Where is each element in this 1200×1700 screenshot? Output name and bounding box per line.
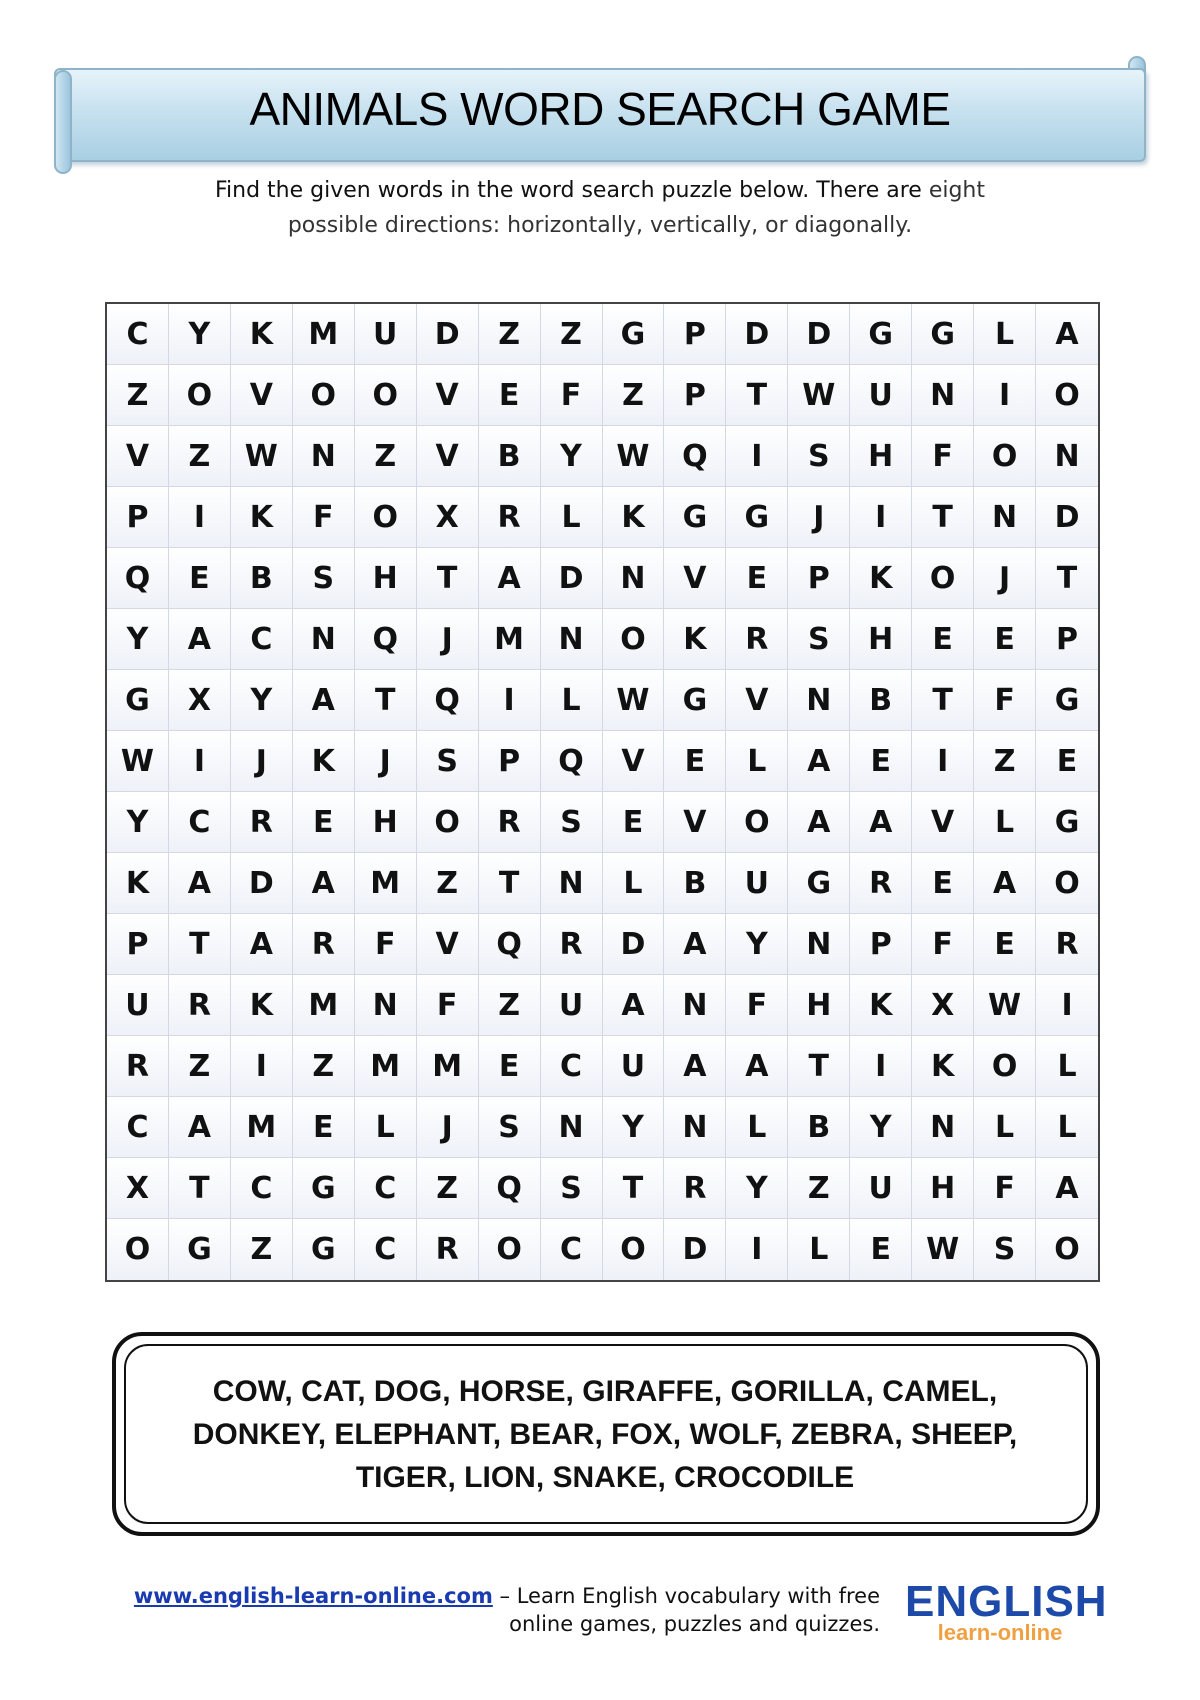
grid-cell[interactable]: W bbox=[231, 426, 293, 487]
grid-cell[interactable]: V bbox=[417, 365, 479, 426]
grid-cell[interactable]: R bbox=[1036, 914, 1098, 975]
grid-cell[interactable]: O bbox=[974, 1036, 1036, 1097]
grid-cell[interactable]: Z bbox=[479, 975, 541, 1036]
grid-cell[interactable]: T bbox=[912, 670, 974, 731]
grid-cell[interactable]: R bbox=[293, 914, 355, 975]
grid-cell[interactable]: S bbox=[541, 1158, 603, 1219]
grid-cell[interactable]: A bbox=[231, 914, 293, 975]
grid-cell[interactable]: C bbox=[541, 1036, 603, 1097]
grid-cell[interactable]: T bbox=[603, 1158, 665, 1219]
grid-cell[interactable]: T bbox=[417, 548, 479, 609]
grid-cell[interactable]: K bbox=[231, 304, 293, 365]
grid-cell[interactable]: K bbox=[231, 487, 293, 548]
grid-cell[interactable]: F bbox=[726, 975, 788, 1036]
grid-cell[interactable]: P bbox=[107, 487, 169, 548]
grid-cell[interactable]: C bbox=[231, 1158, 293, 1219]
grid-cell[interactable]: R bbox=[107, 1036, 169, 1097]
grid-cell[interactable]: A bbox=[664, 1036, 726, 1097]
grid-cell[interactable]: D bbox=[664, 1219, 726, 1280]
grid-cell[interactable]: I bbox=[850, 487, 912, 548]
grid-cell[interactable]: U bbox=[541, 975, 603, 1036]
grid-cell[interactable]: I bbox=[912, 731, 974, 792]
grid-cell[interactable]: U bbox=[355, 304, 417, 365]
grid-cell[interactable]: E bbox=[293, 1097, 355, 1158]
grid-cell[interactable]: Z bbox=[169, 1036, 231, 1097]
grid-cell[interactable]: W bbox=[603, 426, 665, 487]
grid-cell[interactable]: A bbox=[479, 548, 541, 609]
grid-cell[interactable]: O bbox=[355, 365, 417, 426]
grid-cell[interactable]: T bbox=[788, 1036, 850, 1097]
grid-cell[interactable]: N bbox=[788, 914, 850, 975]
grid-cell[interactable]: Q bbox=[479, 914, 541, 975]
grid-cell[interactable]: B bbox=[231, 548, 293, 609]
grid-cell[interactable]: Q bbox=[541, 731, 603, 792]
grid-cell[interactable]: D bbox=[1036, 487, 1098, 548]
grid-cell[interactable]: A bbox=[726, 1036, 788, 1097]
grid-cell[interactable]: T bbox=[169, 1158, 231, 1219]
grid-cell[interactable]: Y bbox=[169, 304, 231, 365]
grid-cell[interactable]: E bbox=[664, 731, 726, 792]
grid-cell[interactable]: J bbox=[231, 731, 293, 792]
grid-cell[interactable]: K bbox=[850, 548, 912, 609]
grid-cell[interactable]: C bbox=[107, 304, 169, 365]
grid-cell[interactable]: O bbox=[1036, 365, 1098, 426]
grid-cell[interactable]: Q bbox=[107, 548, 169, 609]
grid-cell[interactable]: O bbox=[1036, 1219, 1098, 1280]
grid-cell[interactable]: E bbox=[479, 1036, 541, 1097]
grid-cell[interactable]: Z bbox=[417, 1158, 479, 1219]
grid-cell[interactable]: O bbox=[912, 548, 974, 609]
grid-cell[interactable]: F bbox=[974, 670, 1036, 731]
grid-cell[interactable]: N bbox=[541, 609, 603, 670]
grid-cell[interactable]: Y bbox=[850, 1097, 912, 1158]
grid-cell[interactable]: I bbox=[850, 1036, 912, 1097]
grid-cell[interactable]: E bbox=[726, 548, 788, 609]
grid-cell[interactable]: G bbox=[664, 670, 726, 731]
grid-cell[interactable]: E bbox=[603, 792, 665, 853]
grid-cell[interactable]: L bbox=[726, 1097, 788, 1158]
grid-cell[interactable]: E bbox=[1036, 731, 1098, 792]
grid-cell[interactable]: L bbox=[541, 487, 603, 548]
grid-cell[interactable]: M bbox=[293, 975, 355, 1036]
logo-main-text: ENGLISH bbox=[905, 1577, 1108, 1626]
grid-cell[interactable]: P bbox=[788, 548, 850, 609]
grid-cell[interactable]: L bbox=[974, 1097, 1036, 1158]
grid-cell[interactable]: O bbox=[479, 1219, 541, 1280]
grid-cell[interactable]: K bbox=[664, 609, 726, 670]
grid-cell[interactable]: E bbox=[293, 792, 355, 853]
grid-cell[interactable]: Y bbox=[231, 670, 293, 731]
grid-cell[interactable]: V bbox=[107, 426, 169, 487]
grid-cell[interactable]: L bbox=[974, 792, 1036, 853]
grid-cell[interactable]: Q bbox=[355, 609, 417, 670]
grid-cell[interactable]: O bbox=[726, 792, 788, 853]
grid-cell[interactable]: V bbox=[726, 670, 788, 731]
grid-cell[interactable]: Q bbox=[417, 670, 479, 731]
grid-cell[interactable]: T bbox=[355, 670, 417, 731]
grid-cell[interactable]: D bbox=[541, 548, 603, 609]
grid-cell[interactable]: U bbox=[603, 1036, 665, 1097]
grid-cell[interactable]: Q bbox=[479, 1158, 541, 1219]
grid-cell[interactable]: R bbox=[417, 1219, 479, 1280]
grid-cell[interactable]: G bbox=[1036, 792, 1098, 853]
grid-cell[interactable]: W bbox=[912, 1219, 974, 1280]
grid-cell[interactable]: E bbox=[850, 1219, 912, 1280]
grid-cell[interactable]: D bbox=[231, 853, 293, 914]
grid-cell[interactable]: A bbox=[603, 975, 665, 1036]
grid-cell[interactable]: S bbox=[541, 792, 603, 853]
footer-text-line2: online games, puzzles and quizzes. bbox=[509, 1612, 880, 1636]
grid-cell[interactable]: I bbox=[1036, 975, 1098, 1036]
grid-cell[interactable]: I bbox=[974, 365, 1036, 426]
grid-cell[interactable]: N bbox=[788, 670, 850, 731]
grid-cell[interactable]: N bbox=[355, 975, 417, 1036]
grid-cell[interactable]: S bbox=[788, 426, 850, 487]
logo-sub-text: learn-online bbox=[937, 1620, 1063, 1645]
grid-cell[interactable]: D bbox=[788, 304, 850, 365]
grid-cell[interactable]: A bbox=[169, 609, 231, 670]
grid-cell[interactable]: N bbox=[541, 853, 603, 914]
grid-cell[interactable]: D bbox=[603, 914, 665, 975]
word-list bbox=[130, 1370, 1080, 1499]
website-link[interactable]: www.english-learn-online.com bbox=[133, 1584, 493, 1608]
grid-cell[interactable]: H bbox=[355, 548, 417, 609]
grid-cell[interactable]: G bbox=[107, 670, 169, 731]
grid-cell[interactable]: X bbox=[107, 1158, 169, 1219]
grid-cell[interactable]: Z bbox=[788, 1158, 850, 1219]
grid-cell[interactable]: L bbox=[541, 670, 603, 731]
grid-cell[interactable]: C bbox=[541, 1219, 603, 1280]
grid-cell[interactable]: Z bbox=[417, 853, 479, 914]
grid-cell[interactable]: P bbox=[664, 304, 726, 365]
instructions-line1: Find the given words in the word search puzzle below. There are bbox=[214, 178, 922, 203]
grid-cell[interactable]: V bbox=[912, 792, 974, 853]
grid-cell[interactable]: H bbox=[850, 426, 912, 487]
grid-cell[interactable]: T bbox=[726, 365, 788, 426]
grid-cell[interactable]: J bbox=[788, 487, 850, 548]
grid-cell[interactable]: M bbox=[417, 1036, 479, 1097]
grid-cell[interactable]: H bbox=[912, 1158, 974, 1219]
grid-cell[interactable]: H bbox=[355, 792, 417, 853]
footer-dash: – bbox=[492, 1584, 517, 1608]
grid-cell[interactable]: T bbox=[1036, 548, 1098, 609]
brand-logo bbox=[905, 1577, 1108, 1645]
grid-cell[interactable]: D bbox=[726, 304, 788, 365]
grid-cell[interactable]: E bbox=[912, 609, 974, 670]
grid-cell[interactable]: A bbox=[974, 853, 1036, 914]
grid-cell[interactable]: N bbox=[664, 975, 726, 1036]
grid-cell[interactable]: A bbox=[293, 670, 355, 731]
grid-cell[interactable]: A bbox=[850, 792, 912, 853]
grid-cell[interactable]: I bbox=[726, 426, 788, 487]
grid-cell[interactable]: F bbox=[355, 914, 417, 975]
grid-cell[interactable]: X bbox=[417, 487, 479, 548]
grid-cell[interactable]: C bbox=[169, 792, 231, 853]
grid-cell[interactable]: Y bbox=[726, 914, 788, 975]
grid-cell[interactable]: A bbox=[293, 853, 355, 914]
grid-cell[interactable]: G bbox=[912, 304, 974, 365]
grid-cell[interactable]: E bbox=[169, 548, 231, 609]
grid-cell[interactable]: O bbox=[293, 365, 355, 426]
grid-cell[interactable]: W bbox=[107, 731, 169, 792]
grid-cell[interactable]: B bbox=[479, 426, 541, 487]
grid-cell[interactable]: B bbox=[850, 670, 912, 731]
grid-cell[interactable]: A bbox=[1036, 304, 1098, 365]
grid-cell[interactable]: I bbox=[231, 1036, 293, 1097]
grid-cell[interactable]: V bbox=[664, 548, 726, 609]
grid-cell[interactable]: F bbox=[417, 975, 479, 1036]
grid-cell[interactable]: O bbox=[355, 487, 417, 548]
grid-cell[interactable]: L bbox=[788, 1219, 850, 1280]
grid-cell[interactable]: E bbox=[479, 365, 541, 426]
grid-cell[interactable]: C bbox=[355, 1158, 417, 1219]
grid-cell[interactable]: K bbox=[107, 853, 169, 914]
grid-cell[interactable]: B bbox=[788, 1097, 850, 1158]
grid-cell[interactable]: L bbox=[1036, 1036, 1098, 1097]
grid-cell[interactable]: Z bbox=[231, 1219, 293, 1280]
instructions-line2: possible directions: horizontally, vertically, or diagonally. bbox=[287, 213, 913, 238]
grid-cell[interactable]: R bbox=[850, 853, 912, 914]
grid-cell[interactable]: G bbox=[726, 487, 788, 548]
word-list-line: DONKEY, ELEPHANT, BEAR, FOX, WOLF, ZEBRA, SHEEP, bbox=[192, 1418, 1018, 1451]
footer bbox=[100, 1582, 880, 1638]
grid-cell[interactable]: Y bbox=[603, 1097, 665, 1158]
grid-cell[interactable]: F bbox=[974, 1158, 1036, 1219]
grid-cell[interactable]: V bbox=[664, 792, 726, 853]
grid-cell[interactable]: H bbox=[788, 975, 850, 1036]
grid-cell[interactable]: R bbox=[231, 792, 293, 853]
grid-cell[interactable]: G bbox=[1036, 670, 1098, 731]
grid-cell[interactable]: W bbox=[788, 365, 850, 426]
grid-cell[interactable]: A bbox=[169, 1097, 231, 1158]
grid-cell[interactable]: M bbox=[355, 853, 417, 914]
grid-cell[interactable]: S bbox=[293, 548, 355, 609]
grid-cell[interactable]: X bbox=[169, 670, 231, 731]
grid-cell[interactable]: N bbox=[1036, 426, 1098, 487]
grid-cell[interactable]: A bbox=[664, 914, 726, 975]
grid-cell[interactable]: U bbox=[850, 365, 912, 426]
grid-cell[interactable]: G bbox=[169, 1219, 231, 1280]
grid-cell[interactable]: E bbox=[974, 609, 1036, 670]
grid-cell[interactable]: O bbox=[107, 1219, 169, 1280]
grid-cell[interactable]: A bbox=[1036, 1158, 1098, 1219]
grid-cell[interactable]: C bbox=[107, 1097, 169, 1158]
grid-cell[interactable]: K bbox=[603, 487, 665, 548]
grid-cell[interactable]: A bbox=[788, 731, 850, 792]
grid-cell[interactable]: Y bbox=[726, 1158, 788, 1219]
grid-cell[interactable]: Y bbox=[107, 792, 169, 853]
grid-cell[interactable]: N bbox=[912, 365, 974, 426]
grid-cell[interactable]: O bbox=[603, 609, 665, 670]
grid-cell[interactable]: I bbox=[169, 731, 231, 792]
grid-cell[interactable]: R bbox=[169, 975, 231, 1036]
grid-cell[interactable]: L bbox=[603, 853, 665, 914]
grid-cell[interactable]: E bbox=[850, 731, 912, 792]
grid-cell[interactable]: Z bbox=[974, 731, 1036, 792]
grid-cell[interactable]: Y bbox=[107, 609, 169, 670]
grid-cell[interactable]: U bbox=[107, 975, 169, 1036]
grid-cell[interactable]: Z bbox=[355, 426, 417, 487]
grid-cell[interactable]: W bbox=[974, 975, 1036, 1036]
grid-cell[interactable]: K bbox=[293, 731, 355, 792]
grid-cell[interactable]: Z bbox=[107, 365, 169, 426]
grid-cell[interactable]: A bbox=[169, 853, 231, 914]
grid-cell[interactable]: O bbox=[974, 426, 1036, 487]
grid-cell[interactable]: J bbox=[417, 609, 479, 670]
grid-cell[interactable]: M bbox=[479, 609, 541, 670]
grid-cell[interactable]: V bbox=[417, 914, 479, 975]
grid-cell[interactable]: K bbox=[850, 975, 912, 1036]
grid-cell[interactable]: M bbox=[231, 1097, 293, 1158]
grid-cell[interactable]: J bbox=[417, 1097, 479, 1158]
grid-cell[interactable]: U bbox=[726, 853, 788, 914]
grid-cell[interactable]: N bbox=[664, 1097, 726, 1158]
grid-cell[interactable]: P bbox=[107, 914, 169, 975]
grid-cell[interactable]: T bbox=[479, 853, 541, 914]
grid-cell[interactable]: O bbox=[417, 792, 479, 853]
grid-cell[interactable]: D bbox=[417, 304, 479, 365]
grid-cell[interactable]: R bbox=[541, 914, 603, 975]
page-title: ANIMALS WORD SEARCH GAME bbox=[249, 83, 951, 135]
grid-cell[interactable]: T bbox=[169, 914, 231, 975]
grid-cell[interactable]: G bbox=[850, 304, 912, 365]
grid-cell[interactable]: I bbox=[726, 1219, 788, 1280]
grid-cell[interactable]: N bbox=[912, 1097, 974, 1158]
grid-cell[interactable]: G bbox=[293, 1219, 355, 1280]
grid-cell[interactable]: P bbox=[664, 365, 726, 426]
grid-cell[interactable]: G bbox=[664, 487, 726, 548]
grid-cell[interactable]: Z bbox=[541, 304, 603, 365]
grid-cell[interactable]: Z bbox=[293, 1036, 355, 1097]
grid-cell[interactable]: I bbox=[479, 670, 541, 731]
word-list-line: COW, CAT, DOG, HORSE, GIRAFFE, GORILLA, CAMEL, bbox=[212, 1375, 998, 1408]
grid-cell[interactable]: L bbox=[1036, 1097, 1098, 1158]
grid-cell[interactable]: S bbox=[479, 1097, 541, 1158]
grid-cell[interactable]: N bbox=[293, 426, 355, 487]
grid-cell[interactable]: S bbox=[788, 609, 850, 670]
grid-cell[interactable]: Z bbox=[479, 304, 541, 365]
grid-cell[interactable]: I bbox=[169, 487, 231, 548]
grid-cell[interactable]: W bbox=[603, 670, 665, 731]
grid-cell[interactable]: L bbox=[726, 731, 788, 792]
grid-cell[interactable]: F bbox=[912, 914, 974, 975]
grid-cell[interactable]: G bbox=[603, 304, 665, 365]
grid-cell[interactable]: L bbox=[974, 304, 1036, 365]
instructions bbox=[140, 173, 1060, 243]
grid-cell[interactable]: M bbox=[293, 304, 355, 365]
grid-cell[interactable]: G bbox=[293, 1158, 355, 1219]
grid-cell[interactable]: A bbox=[788, 792, 850, 853]
grid-cell[interactable]: G bbox=[788, 853, 850, 914]
grid-cell[interactable]: S bbox=[417, 731, 479, 792]
grid-cell[interactable]: Q bbox=[664, 426, 726, 487]
grid-cell[interactable]: P bbox=[1036, 609, 1098, 670]
grid-cell[interactable]: F bbox=[541, 365, 603, 426]
grid-cell[interactable]: K bbox=[231, 975, 293, 1036]
grid-cell[interactable]: E bbox=[912, 853, 974, 914]
grid-cell[interactable]: Z bbox=[169, 426, 231, 487]
grid-cell[interactable]: C bbox=[355, 1219, 417, 1280]
grid-cell[interactable]: N bbox=[293, 609, 355, 670]
instructions-line1-tail: eight bbox=[928, 178, 985, 203]
word-list-line: TIGER, LION, SNAKE, CROCODILE bbox=[355, 1461, 855, 1494]
grid-cell[interactable]: E bbox=[974, 914, 1036, 975]
grid-cell[interactable]: V bbox=[231, 365, 293, 426]
grid-cell[interactable]: R bbox=[726, 609, 788, 670]
grid-cell[interactable]: J bbox=[355, 731, 417, 792]
grid-cell[interactable]: U bbox=[850, 1158, 912, 1219]
grid-cell[interactable]: N bbox=[603, 548, 665, 609]
grid-cell[interactable]: V bbox=[603, 731, 665, 792]
grid-cell[interactable]: R bbox=[664, 1158, 726, 1219]
grid-cell[interactable]: O bbox=[1036, 853, 1098, 914]
grid-cell[interactable]: O bbox=[169, 365, 231, 426]
grid-cell[interactable]: B bbox=[664, 853, 726, 914]
grid-cell[interactable]: Z bbox=[603, 365, 665, 426]
grid-cell[interactable]: P bbox=[479, 731, 541, 792]
grid-cell[interactable]: X bbox=[912, 975, 974, 1036]
word-search-grid bbox=[105, 302, 1100, 1282]
grid-cell[interactable]: J bbox=[974, 548, 1036, 609]
grid-cell[interactable]: V bbox=[417, 426, 479, 487]
grid-cell[interactable]: N bbox=[974, 487, 1036, 548]
grid-cell[interactable]: H bbox=[850, 609, 912, 670]
grid-cell[interactable]: Y bbox=[541, 426, 603, 487]
grid-cell[interactable]: O bbox=[603, 1219, 665, 1280]
grid-cell[interactable]: C bbox=[231, 609, 293, 670]
grid-cell[interactable]: S bbox=[974, 1219, 1036, 1280]
grid-cell[interactable]: P bbox=[850, 914, 912, 975]
grid-cell[interactable]: R bbox=[479, 487, 541, 548]
grid-cell[interactable]: L bbox=[355, 1097, 417, 1158]
grid-cell[interactable]: F bbox=[912, 426, 974, 487]
grid-cell[interactable]: T bbox=[912, 487, 974, 548]
grid-cell[interactable]: K bbox=[912, 1036, 974, 1097]
grid-cell[interactable]: M bbox=[355, 1036, 417, 1097]
grid-cell[interactable]: F bbox=[293, 487, 355, 548]
grid-cell[interactable]: N bbox=[541, 1097, 603, 1158]
footer-text-line1: Learn English vocabulary with free bbox=[516, 1584, 880, 1608]
grid-cell[interactable]: R bbox=[479, 792, 541, 853]
